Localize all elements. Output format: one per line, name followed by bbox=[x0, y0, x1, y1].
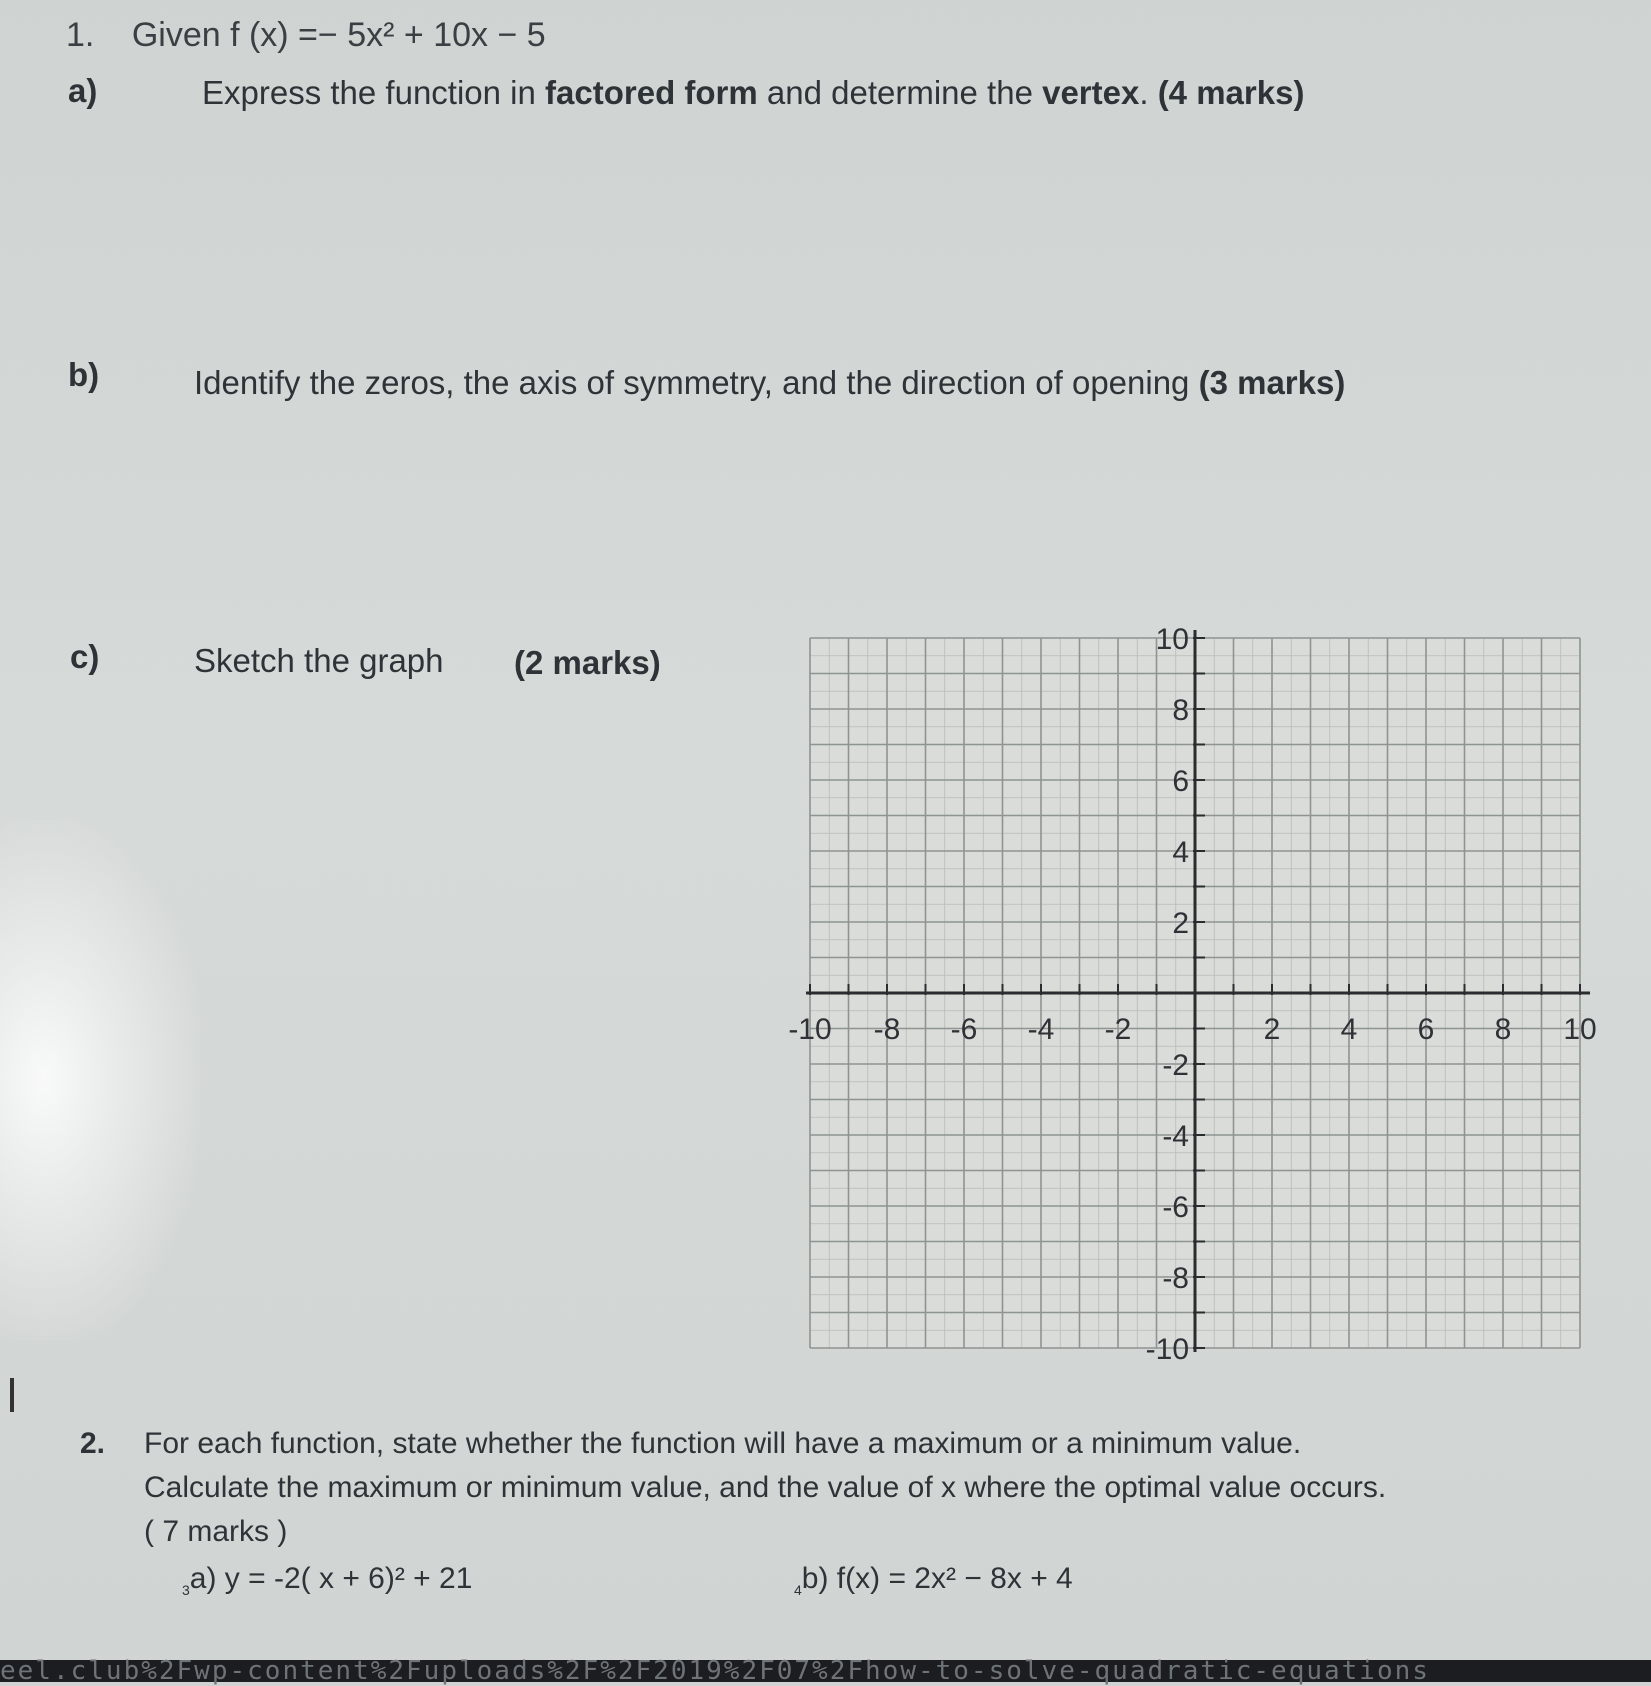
part-c-marks-wrap bbox=[514, 644, 661, 682]
y-tick-label: -6 bbox=[1162, 1191, 1189, 1224]
part-c-label: c) bbox=[70, 638, 100, 675]
light-glare bbox=[0, 820, 200, 1340]
x-tick-label: -8 bbox=[873, 1013, 901, 1046]
part-a-label-wrap bbox=[68, 72, 97, 110]
x-tick-label: 6 bbox=[1417, 1013, 1435, 1046]
part-a-text-mid: and determine the bbox=[757, 74, 1043, 111]
part-a-bold-vertex: vertex bbox=[1042, 74, 1140, 111]
y-tick-label: -4 bbox=[1162, 1120, 1189, 1153]
part-b-marks: (3 marks) bbox=[1198, 364, 1346, 401]
x-tick-label: -10 bbox=[788, 1013, 832, 1046]
part-a-text-post: . bbox=[1139, 74, 1158, 111]
question-2-part-b-text: b) f(x) = 2x² − 8x + 4 bbox=[801, 1562, 1073, 1595]
x-tick-label: 2 bbox=[1263, 1013, 1281, 1046]
part-c-text-main: Sketch the graph bbox=[194, 642, 444, 679]
y-tick-label: 10 bbox=[1155, 623, 1189, 656]
question-2-part-a bbox=[182, 1562, 472, 1598]
part-c-label-wrap bbox=[70, 638, 99, 676]
question-2-line-1: For each function, state whether the function will have a maximum or a minimum value. bbox=[144, 1427, 1302, 1460]
y-tick-label: 4 bbox=[1172, 836, 1189, 869]
coordinate-grid bbox=[780, 618, 1650, 1366]
part-b-text-main: Identify the zeros, the axis of symmetry, and the direction of opening bbox=[194, 364, 1199, 401]
part-c-text bbox=[194, 642, 444, 680]
part-c-marks: (2 marks) bbox=[514, 644, 661, 681]
part-a-text-pre: Express the function in bbox=[202, 74, 546, 111]
question-2-line-3: ( 7 marks ) bbox=[144, 1515, 288, 1548]
x-tick-label: -2 bbox=[1104, 1013, 1132, 1046]
question-1-number: 1. bbox=[66, 16, 95, 54]
y-tick-label: -10 bbox=[1145, 1333, 1189, 1366]
screen-url-strip: eel.club%2Fwp-content%2Fuploads%2F%2F2019%2F07%2Fhow-to-solve-quadratic-equations bbox=[0, 1660, 1651, 1682]
y-tick-label: -2 bbox=[1162, 1049, 1189, 1082]
x-tick-label: -4 bbox=[1027, 1013, 1055, 1046]
part-b-label-wrap bbox=[68, 356, 99, 394]
x-tick-label: 4 bbox=[1340, 1013, 1358, 1046]
question-2-part-a-prefix: 3 bbox=[182, 1582, 190, 1598]
y-tick-label: 8 bbox=[1172, 694, 1189, 727]
part-a-bold-factored: factored form bbox=[545, 74, 758, 111]
y-tick-label: 2 bbox=[1172, 907, 1189, 940]
question-1-header bbox=[66, 16, 546, 55]
x-tick-label: 8 bbox=[1494, 1013, 1512, 1046]
question-2-number: 2. bbox=[80, 1427, 106, 1460]
part-a-label: a) bbox=[68, 72, 98, 109]
question-1-prompt: Given f (x) =− 5x² + 10x − 5 bbox=[131, 16, 546, 54]
part-b-text bbox=[194, 364, 1345, 402]
part-a-text bbox=[202, 74, 1304, 112]
question-2-line-2: Calculate the maximum or minimum value, and the value of x where the optimal value occurs. bbox=[144, 1471, 1387, 1504]
part-b-label: b) bbox=[68, 356, 100, 393]
x-tick-label: -6 bbox=[950, 1013, 978, 1046]
question-2-part-b bbox=[794, 1562, 1073, 1598]
x-tick-label: 10 bbox=[1563, 1013, 1597, 1046]
question-2-body bbox=[144, 1422, 1386, 1554]
y-tick-label: -8 bbox=[1162, 1262, 1189, 1295]
question-2-part-b-prefix: 4 bbox=[794, 1582, 802, 1598]
question-2 bbox=[80, 1422, 1620, 1562]
margin-mark bbox=[10, 1378, 14, 1412]
part-a-marks: (4 marks) bbox=[1157, 74, 1305, 111]
question-2-part-a-text: a) y = -2( x + 6)² + 21 bbox=[189, 1562, 473, 1595]
y-tick-label: 6 bbox=[1172, 765, 1189, 798]
